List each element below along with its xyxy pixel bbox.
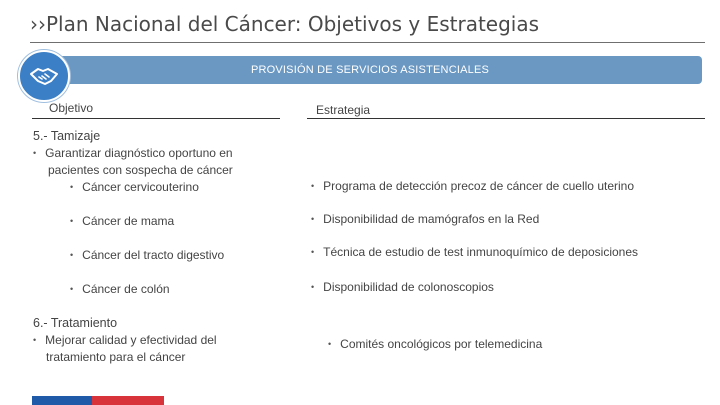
tamizaje-heading: 5.- Tamizaje: [33, 129, 101, 143]
section-banner: [38, 56, 702, 84]
page-title: ››Plan Nacional del Cáncer: Objetivos y Estrategias: [30, 12, 540, 36]
tratamiento-objective-line2: tratamiento para el cáncer: [46, 350, 186, 364]
estrategia-column-header: Estrategia: [316, 103, 371, 117]
row-estrategia-mama: • Disponibilidad de mamógrafos en la Red: [311, 211, 539, 227]
footer-bar-blue: [32, 396, 92, 405]
tratamiento-heading: 6.- Tratamiento: [33, 316, 118, 330]
objetivo-column-header: Objetivo: [49, 101, 94, 115]
handshake-icon: [18, 50, 70, 102]
row-objetivo-colon: • Cáncer de colón: [70, 281, 170, 297]
row-objetivo-mama: • Cáncer de mama: [70, 213, 174, 229]
row-objetivo-tracto-digestivo: • Cáncer del tracto digestivo: [70, 247, 224, 263]
row-estrategia-cervicouterino: • Programa de detección precoz de cáncer de cuello uterino: [311, 178, 634, 194]
tratamiento-objective-line1: • Mejorar calidad y efectividad del: [33, 332, 217, 348]
estrategia-header-rule: [307, 118, 705, 119]
objetivo-header-rule: [32, 118, 280, 119]
tamizaje-objective-line2: pacientes con sospecha de cáncer: [48, 163, 233, 177]
row-estrategia-colon: • Disponibilidad de colonoscopios: [311, 279, 494, 295]
banner-label: PROVISIÓN DE SERVICIOS ASISTENCIALES: [250, 64, 490, 76]
row-objetivo-cervicouterino: • Cáncer cervicouterino: [70, 179, 199, 195]
tamizaje-objective-line1: • Garantizar diagnóstico oportuno en: [33, 145, 233, 161]
footer-bar-red: [92, 396, 164, 405]
row-estrategia-tracto-digestivo: • Técnica de estudio de test inmunoquímico de deposiciones: [311, 244, 638, 260]
title-divider: [30, 42, 705, 43]
tratamiento-estrategia: • Comités oncológicos por telemedicina: [328, 336, 542, 352]
